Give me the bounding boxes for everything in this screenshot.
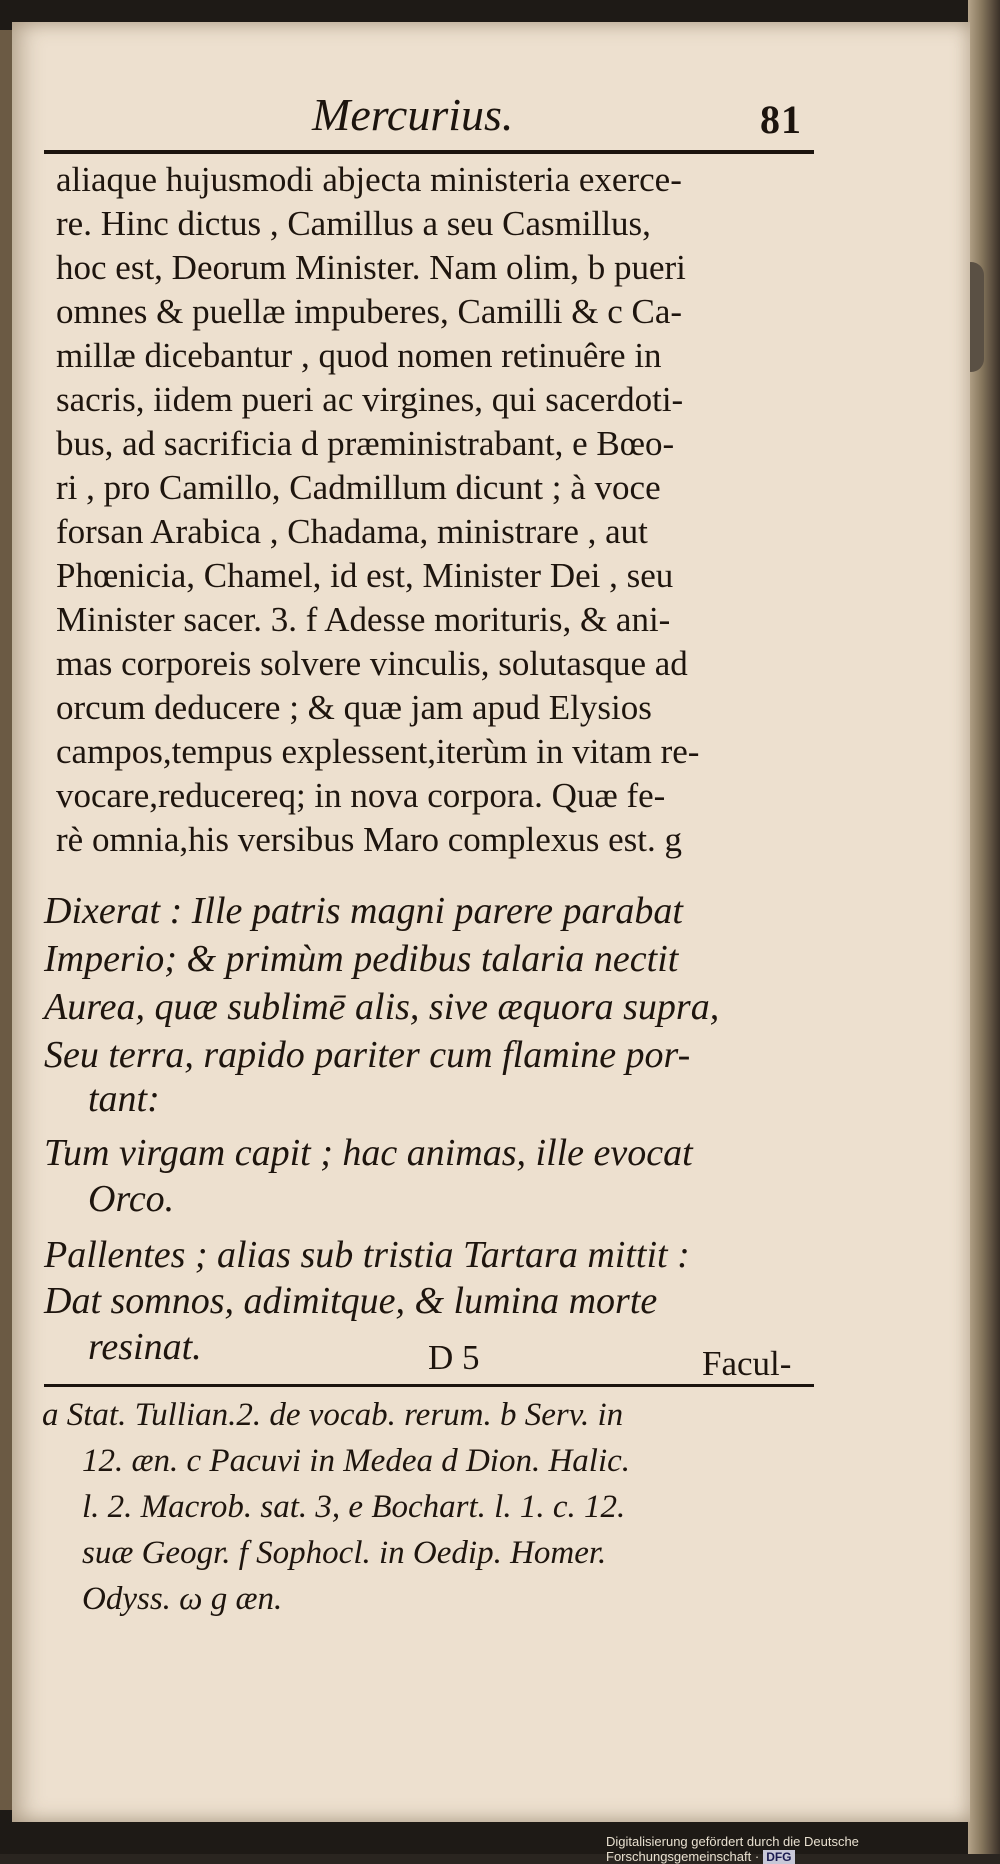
dfg-logo: DFG: [763, 1850, 794, 1864]
credit-text: Digitalisierung gefördert durch die Deutsche Forschungsgemeinschaft ·: [606, 1834, 859, 1864]
footnote-line: l. 2. Macrob. sat. 3, e Bochart. l. 1. c. 12.: [82, 1489, 626, 1525]
signature-mark: D 5: [428, 1338, 480, 1377]
footnote-line: 12. æn. c Pacuvi in Medea d Dion. Halic.: [82, 1443, 631, 1479]
catchword: Facul-: [702, 1344, 792, 1383]
text-line: Minister sacer. 3. f Adesse morituris, & ani-: [56, 600, 671, 639]
text-line: bus, ad sacrificia d præministrabant, e Bœo-: [56, 424, 675, 463]
book-page: [12, 22, 970, 1822]
footnote-line: a Stat. Tullian.2. de vocab. rerum. b Serv. in: [42, 1397, 624, 1433]
text-line: hoc est, Deorum Minister. Nam olim, b pueri: [56, 248, 686, 287]
verse-line: Dat somnos, adimitque, & lumina morte: [44, 1280, 658, 1322]
verse-line: Pallentes ; alias sub tristia Tartara mittit :: [44, 1234, 690, 1276]
digitization-credit: [606, 1834, 1000, 1864]
footnote-line: Odyss. ω g æn.: [82, 1581, 283, 1617]
text-line: vocare,reducereq; in nova corpora. Quæ fe-: [56, 776, 666, 815]
footnote-line: suæ Geogr. f Sophocl. in Oedip. Homer.: [82, 1535, 607, 1571]
verse-line: Imperio; & primùm pedibus talaria nectit: [44, 938, 679, 980]
verse-line: Orco.: [88, 1178, 175, 1220]
text-line: millæ dicebantur , quod nomen retinuêre in: [56, 336, 662, 375]
text-line: omnes & puellæ impuberes, Camilli & c Ca-: [56, 292, 683, 331]
verse-line: resinat.: [88, 1326, 202, 1368]
head-rule: [44, 150, 814, 154]
text-line: forsan Arabica , Chadama, ministrare , aut: [56, 512, 648, 551]
text-line: re. Hinc dictus , Camillus a seu Casmillus,: [56, 204, 651, 243]
text-line: aliaque hujusmodi abjecta ministeria exerce-: [56, 160, 682, 199]
verse-line: tant:: [88, 1078, 160, 1120]
running-head: Mercurius.: [312, 89, 514, 140]
footnote-rule: [44, 1384, 814, 1387]
verse-line: Dixerat : Ille patris magni parere parabat: [44, 890, 683, 932]
verse-line: Aurea, quæ sublimē alis, sive æquora supra,: [44, 986, 720, 1028]
text-line: ri , pro Camillo, Cadmillum dicunt ; à voce: [56, 468, 661, 507]
page-number: 81: [760, 97, 802, 142]
verse-line: Tum virgam capit ; hac animas, ille evocat: [44, 1132, 693, 1174]
text-line: rè omnia,his versibus Maro complexus est. g: [56, 820, 683, 859]
text-line: Phœnicia, Chamel, id est, Minister Dei , seu: [56, 556, 674, 595]
verse-line: Seu terra, rapido pariter cum flamine por-: [44, 1034, 691, 1076]
text-line: orcum deducere ; & quæ jam apud Elysios: [56, 688, 652, 727]
text-line: sacris, iidem pueri ac virgines, qui sacerdoti-: [56, 380, 684, 419]
text-line: campos,tempus explessent,iterùm in vitam re-: [56, 732, 700, 771]
text-line: mas corporeis solvere vinculis, solutasque ad: [56, 644, 688, 683]
